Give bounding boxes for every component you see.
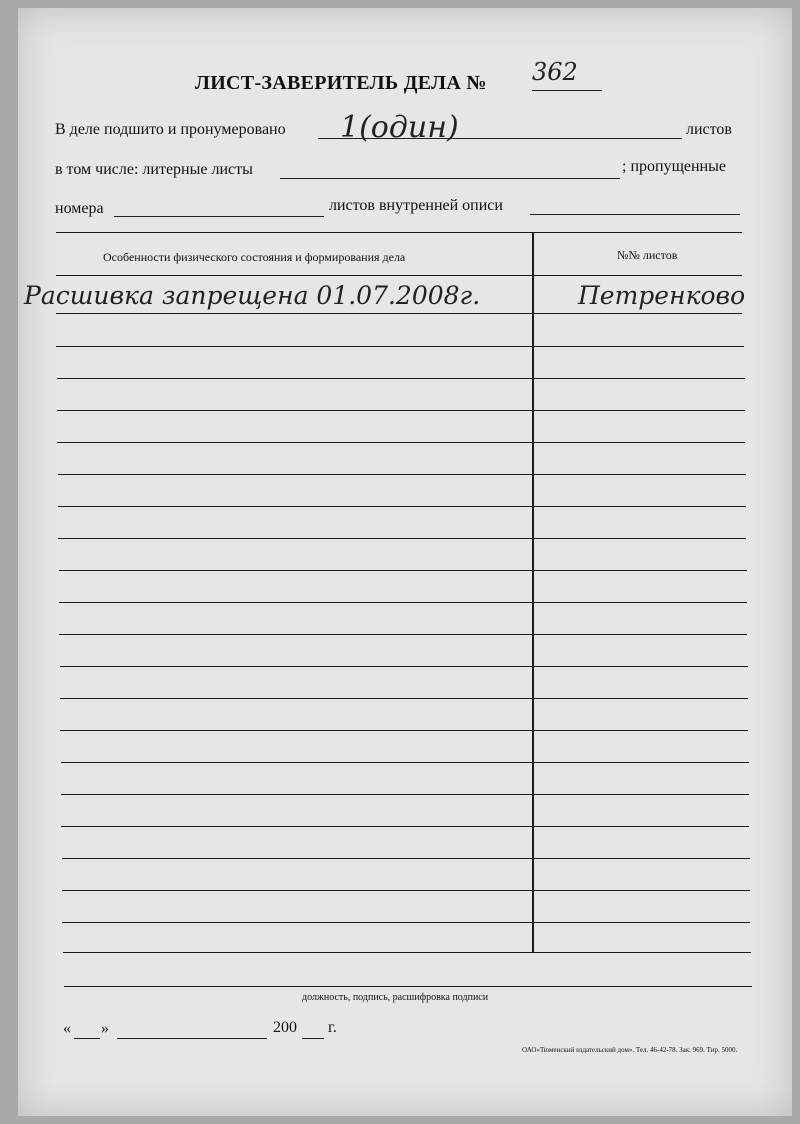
table-top-border xyxy=(56,232,742,233)
table-row-rule xyxy=(58,474,746,475)
table-row-rule xyxy=(61,826,749,827)
table-row-rule xyxy=(57,442,745,443)
sheets-count-value: 1(один) xyxy=(340,110,459,145)
table-row-rule xyxy=(58,506,746,507)
table-row-rule xyxy=(62,890,750,891)
numbers-field-line xyxy=(114,216,324,217)
table-row-rule xyxy=(60,698,748,699)
numbers-label: номера xyxy=(55,200,104,217)
table-row-rule xyxy=(61,794,749,795)
table-row-rule xyxy=(56,346,744,347)
date-day-line xyxy=(74,1038,100,1039)
internal-inventory-label: листов внутренней описи xyxy=(329,197,503,214)
date-year-suffix: г. xyxy=(328,1019,337,1036)
publisher-imprint: ОАО«Тюменский издательский дом». Тел. 46-42-78. Зак. 969. Тир. 5000. xyxy=(522,1046,738,1054)
sheets-count-label: В деле подшито и пронумеровано xyxy=(55,121,286,138)
signature-line xyxy=(64,986,752,987)
table-row-rule xyxy=(59,602,747,603)
table-row-rule xyxy=(61,762,749,763)
missing-label: ; пропущенные xyxy=(622,158,726,175)
table-row-rule xyxy=(60,730,748,731)
signature-caption: должность, подпись, расшифровка подписи xyxy=(302,992,489,1003)
date-year-line xyxy=(302,1038,324,1039)
case-number-underline xyxy=(532,90,602,91)
literal-sheets-field-line xyxy=(280,178,620,179)
table-header-rule xyxy=(56,275,742,276)
table-row-rule xyxy=(58,538,746,539)
table-header-sheet-numbers: №№ листов xyxy=(617,248,678,262)
table-entry-sheets: Петренково xyxy=(578,281,746,310)
table-column-divider xyxy=(532,232,534,952)
table-entry-condition: Расшивка запрещена 01.07.2008г. xyxy=(24,281,481,310)
table-row-rule xyxy=(60,666,748,667)
date-close-quote: » xyxy=(101,1020,109,1037)
table-row-rule xyxy=(57,378,745,379)
table-row-rule xyxy=(56,313,742,314)
table-row-rule xyxy=(59,634,747,635)
date-month-line xyxy=(117,1038,267,1039)
case-number: 362 xyxy=(532,58,578,86)
table-header-condition: Особенности физического состояния и формирования дела xyxy=(103,250,406,264)
internal-inventory-field-line xyxy=(530,214,740,215)
table-row-rule xyxy=(59,570,747,571)
table-row-rule xyxy=(57,410,745,411)
literal-sheets-label: в том числе: литерные листы xyxy=(55,161,253,178)
date-open-quote: « xyxy=(63,1020,71,1037)
table-row-rule xyxy=(62,858,750,859)
sheets-count-suffix: листов xyxy=(686,121,732,138)
date-year-prefix: 200 xyxy=(273,1019,297,1036)
table-row-rule xyxy=(62,922,750,923)
form-title: ЛИСТ-ЗАВЕРИТЕЛЬ ДЕЛА № xyxy=(195,72,487,94)
table-bottom-border xyxy=(63,952,751,953)
